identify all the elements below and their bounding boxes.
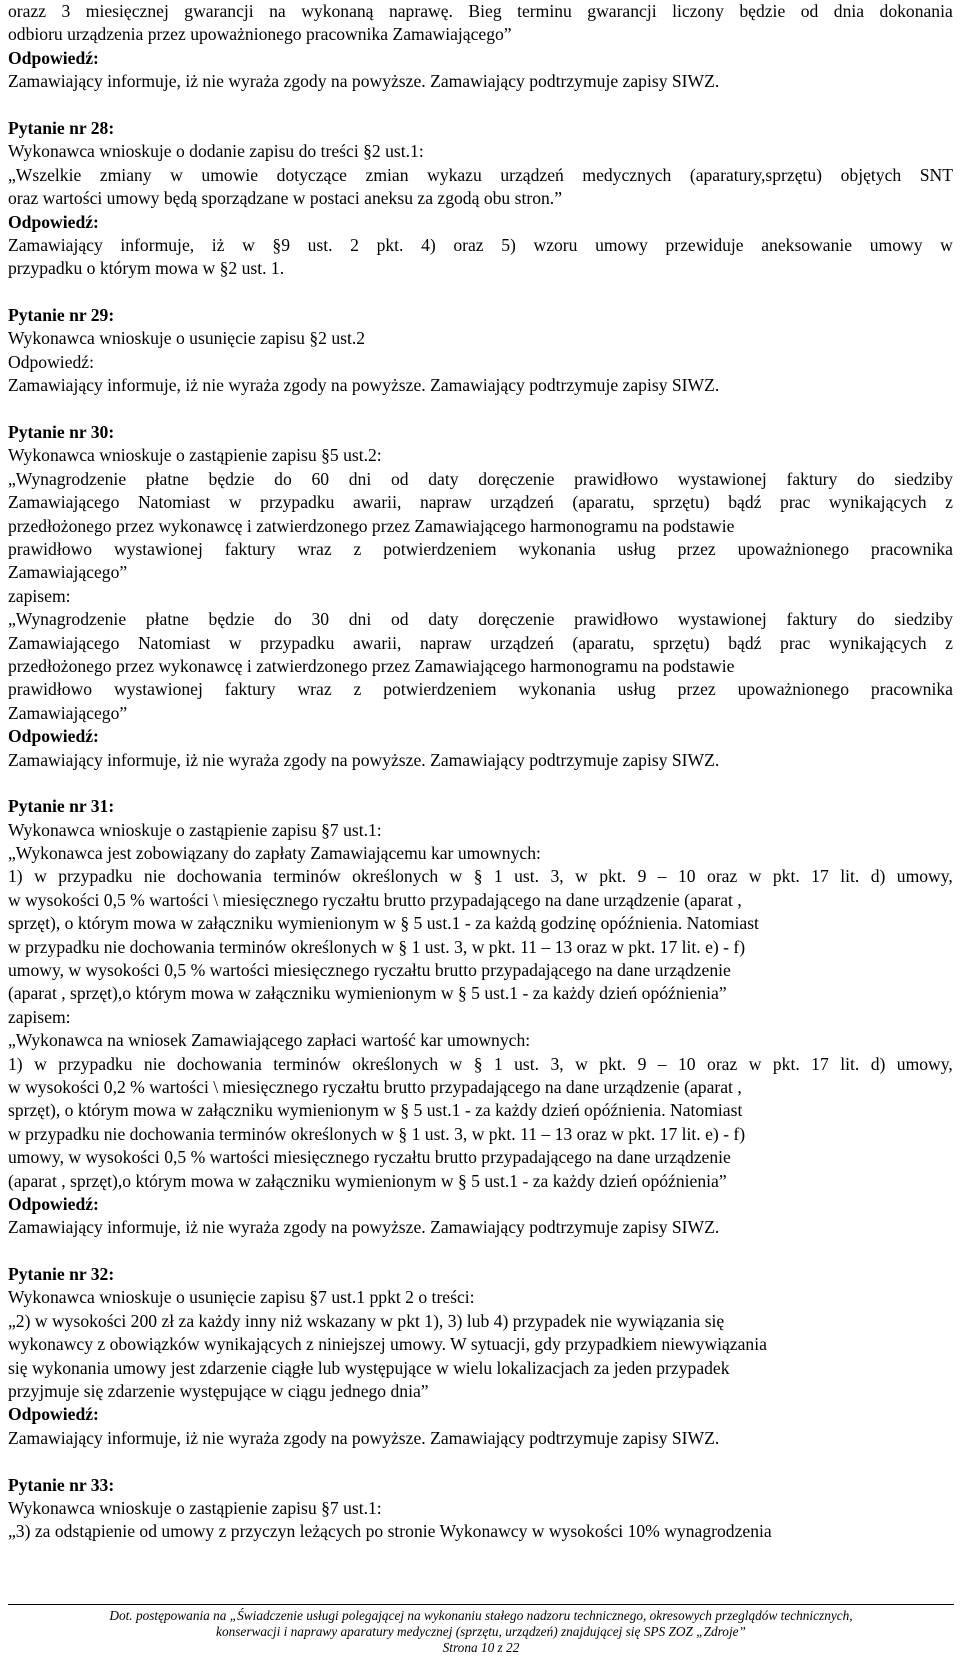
text-line: zapisem: [8,1006,71,1027]
text-line: przedłożonego przez wykonawcę i zatwierdzonego przez Zamawiającego harmonogramu na podstawie [8,515,735,536]
text-line: „Wynagrodzenie płatne będzie do 60 dni od daty doręczenie prawidłowo wystawionej faktury do siedziby [8,468,953,489]
text-line: Pytanie nr 28: [8,117,115,138]
text-line: Odpowiedź: [8,351,94,372]
text-line: Wykonawca wnioskuje o zastąpienie zapisu §7 ust.1: [8,1498,382,1518]
text-line: orazz 3 miesięcznej gwarancji na wykonaną naprawę. Bieg terminu gwarancji liczony będzie od dnia dokonania [8,1,953,21]
text-line: Zamawiający informuje, iż w §9 ust. 2 pkt. 4) oraz 5) wzoru umowy przewiduje aneksowanie umowy w [8,234,953,255]
text-line: prawidłowo wystawionej faktury wraz z potwierdzeniem wykonania usług przez upoważnionego pracownika [8,538,953,559]
blank-line [8,1450,953,1473]
text-line: Wykonawca wnioskuje o dodanie zapisu do treści §2 ust.1: [8,141,424,162]
text-line: Pytanie nr 33: [8,1474,115,1495]
document-body [8,0,953,1544]
text-line: w wysokości 0,5 % wartości \ miesięcznego ryczałtu brutto przypadającego na dane urządzenie (aparat , [8,889,742,910]
blank-line [8,94,953,117]
text-line: odbioru urządzenia przez upoważnionego pracownika Zamawiającego” [8,24,512,45]
text-line: przedłożonego przez wykonawcę i zatwierdzonego przez Zamawiającego harmonogramu na podstawie [8,655,735,676]
text-line: przyjmuje się zdarzenie występujące w ciągu jednego dnia” [8,1381,429,1402]
text-line: „3) za odstąpienie od umowy z przyczyn leżących po stronie Wykonawcy w wysokości 10% wynagrodzenia [8,1521,772,1542]
text-line: zapisem: [8,585,71,606]
text-line: Pytanie nr 32: [8,1264,115,1285]
text-line: sprzęt), o którym mowa w załączniku wymienionym w § 5 ust.1 - za każdą godzinę opóźnienia. Natomiast [8,913,759,934]
text-line: umowy, w wysokości 0,5 % wartości miesięcznego ryczałtu brutto przypadającego na dane urządzenie [8,960,731,981]
text-line: Wykonawca wnioskuje o usunięcie zapisu §7 ust.1 ppkt 2 o treści: [8,1287,475,1308]
text-line: „Wynagrodzenie płatne będzie do 30 dni od daty doręczenie prawidłowo wystawionej faktury do siedziby [8,609,953,630]
text-line: Zamawiający informuje, iż nie wyraża zgody na powyższe. Zamawiający podtrzymuje zapisy SIWZ. [8,375,720,396]
text-line: Zamawiającego” [8,562,128,583]
text-line: umowy, w wysokości 0,5 % wartości miesięcznego ryczałtu brutto przypadającego na dane urządzenie [8,1147,731,1168]
text-line: Zamawiający informuje, iż nie wyraża zgody na powyższe. Zamawiający podtrzymuje zapisy SIWZ. [8,1217,720,1238]
text-line: Zamawiający informuje, iż nie wyraża zgody na powyższe. Zamawiający podtrzymuje zapisy SIWZ. [8,749,720,770]
text-line: Odpowiedź: [8,1193,99,1214]
text-line: Odpowiedź: [8,1404,99,1425]
text-line: Wykonawca wnioskuje o zastąpienie zapisu §7 ust.1: [8,819,382,840]
blank-line [8,398,953,421]
blank-line [8,1240,953,1263]
text-line: Wykonawca wnioskuje o usunięcie zapisu §2 ust.2 [8,328,366,349]
text-line: 1) w przypadku nie dochowania terminów określonych w § 1 ust. 3, w pkt. 9 – 10 oraz w pkt. 17 lit. d) umowy, [8,866,953,887]
text-line: Pytanie nr 29: [8,305,115,326]
footer-line-2: konserwacji i naprawy aparatury medycznej (sprzętu, urządzeń) znajdującej się SPS ZOZ „Zdroje” [216,1624,746,1640]
text-line: 1) w przypadku nie dochowania terminów określonych w § 1 ust. 3, w pkt. 9 – 10 oraz w pkt. 17 lit. d) umowy, [8,1053,953,1074]
text-line: w przypadku nie dochowania terminów określonych w § 1 ust. 3, w pkt. 11 – 13 oraz w pkt. 17 lit. e) - f) [8,936,746,957]
text-line: w przypadku nie dochowania terminów określonych w § 1 ust. 3, w pkt. 11 – 13 oraz w pkt. 17 lit. e) - f) [8,1123,746,1144]
text-line: „Wykonawca na wniosek Zamawiającego zapłaci wartość kar umownych: [8,1030,531,1051]
text-line: się wykonania umowy jest zdarzenie ciągłe lub występujące w wielu lokalizacjach za jeden przypadek [8,1357,730,1378]
text-line: Odpowiedź: [8,47,99,68]
page-footer [8,1604,954,1657]
text-line: Odpowiedź: [8,211,99,232]
blank-line [8,772,953,795]
text-line: Zamawiającego Natomiast w przypadku awarii, napraw urządzeń (aparatu, sprzętu) bądź prac wynikających z [8,632,953,653]
text-line: Zamawiającego” [8,702,128,723]
text-line: Zamawiający informuje, iż nie wyraża zgody na powyższe. Zamawiający podtrzymuje zapisy SIWZ. [8,71,720,92]
text-line: prawidłowo wystawionej faktury wraz z potwierdzeniem wykonania usług przez upoważnionego pracownika [8,679,953,700]
text-line: Pytanie nr 30: [8,422,115,443]
footer-line-1: Dot. postępowania na „Świadczenie usługi polegającej na wykonaniu stałego nadzoru technicznego, okresowych przeglądów technicznych, [109,1608,853,1623]
text-line: wykonawcy z obowiązków wynikających z niniejszej umowy. W sytuacji, gdy przypadkiem niewywiązania [8,1334,767,1355]
text-line: przypadku o którym mowa w §2 ust. 1. [8,258,285,279]
text-line: sprzęt), o którym mowa w załączniku wymienionym w § 5 ust.1 - za każdy dzień opóźnienia. Natomiast [8,1100,743,1121]
text-line: „2) w wysokości 200 zł za każdy inny niż wskazany w pkt 1), 3) lub 4) przypadek nie wywiązania się [8,1310,725,1331]
text-line: „Wszelkie zmiany w umowie dotyczące zmian wykazu urządzeń medycznych (aparatury,sprzętu) objętych SNT [8,164,953,185]
page-number: Strona 10 z 22 [442,1640,520,1656]
blank-line [8,281,953,304]
text-line: „Wykonawca jest zobowiązany do zapłaty Zamawiającemu kar umownych: [8,843,541,864]
text-line: w wysokości 0,2 % wartości \ miesięcznego ryczałtu brutto przypadającego na dane urządzenie (aparat , [8,1076,742,1097]
text-line: Zamawiającego Natomiast w przypadku awarii, napraw urządzeń (aparatu, sprzętu) bądź prac wynikających z [8,492,953,513]
text-line: (aparat , sprzęt),o którym mowa w załączniku wymienionym w § 5 ust.1 - za każdy dzień opóźnienia” [8,1170,727,1191]
text-line: Wykonawca wnioskuje o zastąpienie zapisu §5 ust.2: [8,445,382,466]
text-line: (aparat , sprzęt),o którym mowa w załączniku wymienionym w § 5 ust.1 - za każdy dzień opóźnienia” [8,983,727,1004]
text-line: Odpowiedź: [8,726,99,747]
text-line: oraz wartości umowy będą sporządzane w postaci aneksu za zgodą obu stron.” [8,188,562,209]
text-line: Pytanie nr 31: [8,796,115,817]
text-line: Zamawiający informuje, iż nie wyraża zgody na powyższe. Zamawiający podtrzymuje zapisy SIWZ. [8,1427,720,1448]
